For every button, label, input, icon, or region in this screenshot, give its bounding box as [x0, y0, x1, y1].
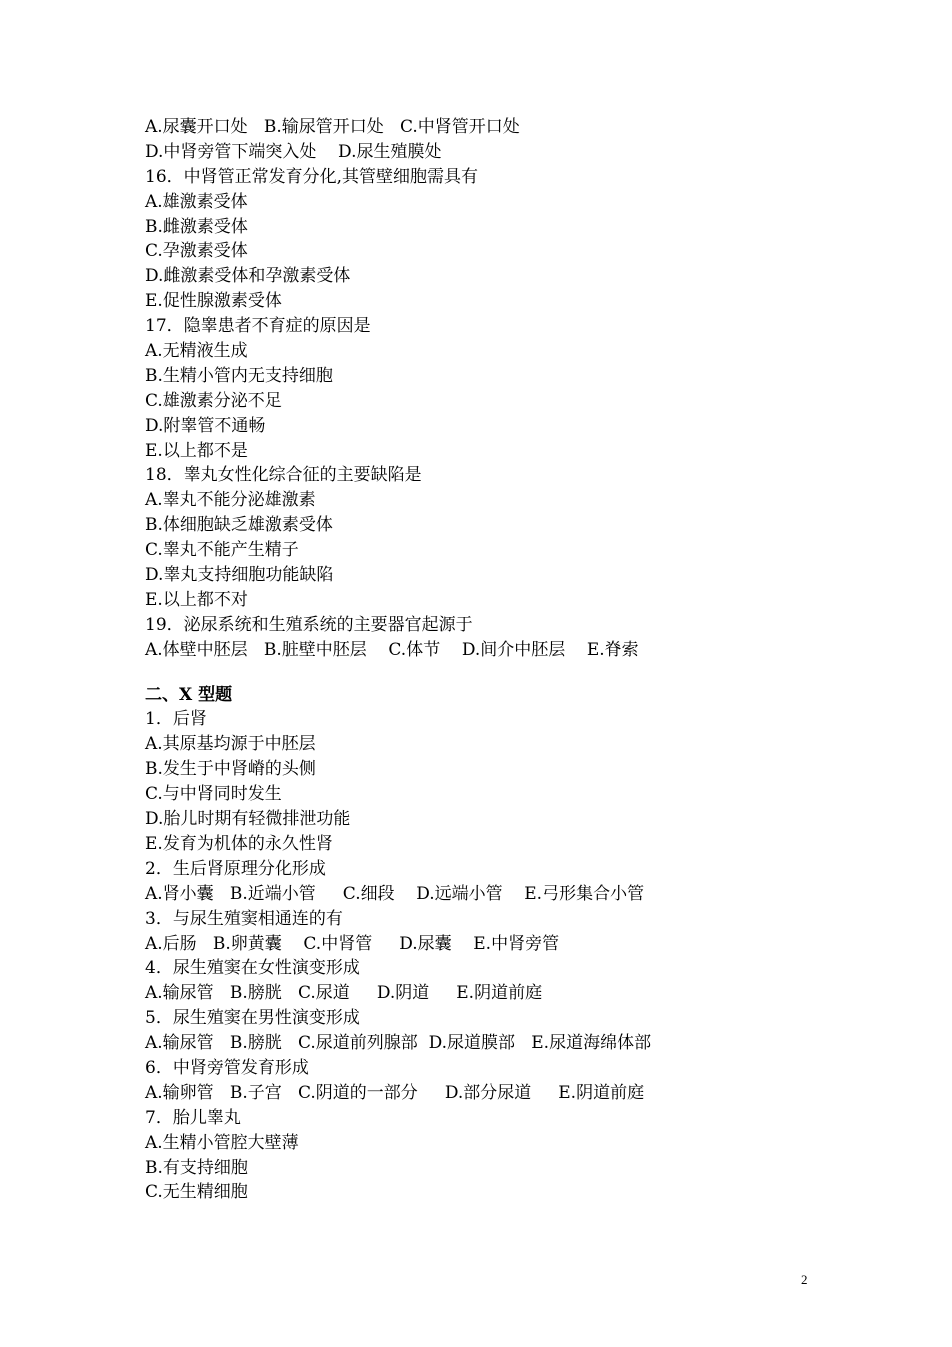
option-line: A.输尿管 B.膀胱 C.尿道前列腺部 D.尿道膜部 E.尿道海绵体部	[145, 1033, 652, 1054]
option-line: E.促性腺激素受体	[145, 291, 282, 312]
section-heading: 二、X 型题	[145, 684, 233, 705]
question-x1: 1．后肾	[145, 709, 207, 730]
option-line: E.发育为机体的永久性肾	[145, 833, 333, 854]
question-x2: 2．生后肾原理分化形成	[145, 858, 326, 879]
option-line: C.与中肾同时发生	[145, 784, 282, 805]
question-16: 16．中肾管正常发育分化,其管壁细胞需具有	[145, 166, 479, 187]
page-number: 2	[801, 1272, 808, 1287]
option-line: E.以上都不是	[145, 440, 248, 461]
text-line: A.尿囊开口处 B.输尿管开口处 C.中肾管开口处	[145, 117, 520, 137]
option-line: C.雄激素分泌不足	[145, 390, 282, 411]
option-line: C.睾丸不能产生精子	[145, 540, 299, 561]
option-line: A.睾丸不能分泌雄激素	[145, 490, 316, 511]
question-x3: 3．与尿生殖窦相通连的有	[145, 908, 343, 929]
question-block-b	[145, 707, 845, 1205]
option-line: C.孕激素受体	[145, 241, 248, 262]
option-line: A.输尿管 B.膀胱 C.尿道 D.阴道 E.阴道前庭	[145, 983, 543, 1004]
option-line: A.无精液生成	[145, 341, 248, 362]
option-line: A.雄激素受体	[145, 191, 248, 212]
option-line: A.后肠 B.卵黄囊 C.中肾管 D.尿囊 E.中肾旁管	[145, 933, 560, 954]
option-line: B.体细胞缺乏雄激素受体	[145, 515, 333, 536]
option-line: D.附睾管不通畅	[145, 415, 266, 436]
option-line: D.睾丸支持细胞功能缺陷	[145, 565, 334, 586]
option-line: C.无生精细胞	[145, 1182, 248, 1203]
option-line: A.体壁中胚层 B.脏壁中胚层 C.体节 D.间介中胚层 E.脊索	[145, 639, 639, 660]
option-line: B.有支持细胞	[145, 1157, 248, 1178]
question-x5: 5．尿生殖窦在男性演变形成	[145, 1008, 360, 1029]
option-line: B.生精小管内无支持细胞	[145, 365, 333, 386]
option-line: A.生精小管腔大壁薄	[145, 1132, 299, 1153]
question-x7: 7．胎儿睾丸	[145, 1107, 241, 1128]
option-line: B.发生于中肾嵴的头侧	[145, 759, 316, 780]
question-19: 19．泌尿系统和生殖系统的主要器官起源于	[145, 614, 473, 635]
question-17: 17．隐睾患者不育症的原因是	[145, 316, 371, 337]
question-x4: 4．尿生殖窦在女性演变形成	[145, 958, 360, 979]
option-line: B.雌激素受体	[145, 216, 248, 237]
question-18: 18．睾丸女性化综合征的主要缺陷是	[145, 465, 422, 486]
question-block-a	[145, 115, 845, 663]
option-line: E.以上都不对	[145, 589, 248, 610]
option-line: A.其原基均源于中胚层	[145, 734, 316, 755]
option-line: A.肾小囊 B.近端小管 C.细段 D.远端小管 E.弓形集合小管	[145, 883, 645, 904]
page-content	[145, 115, 845, 1205]
option-line: A.输卵管 B.子宫 C.阴道的一部分 D.部分尿道 E.阴道前庭	[145, 1082, 645, 1103]
option-line: D.胎儿时期有轻微排泄功能	[145, 809, 351, 830]
text-line: D.中肾旁管下端突入处 D.尿生殖膜处	[145, 141, 442, 162]
option-line: D.雌激素受体和孕激素受体	[145, 266, 351, 287]
question-x6: 6．中肾旁管发育形成	[145, 1057, 309, 1078]
